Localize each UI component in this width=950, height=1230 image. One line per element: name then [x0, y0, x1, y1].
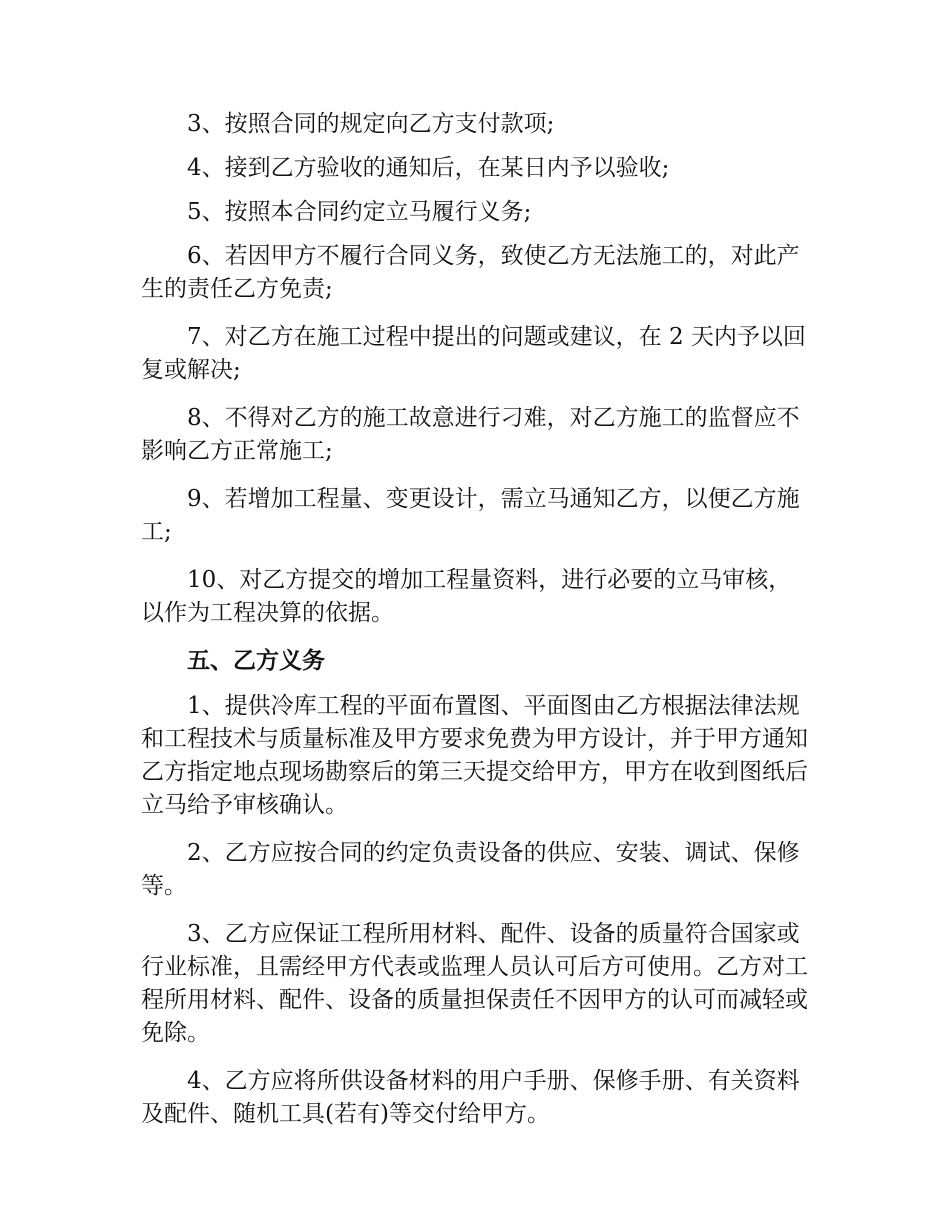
- clause-b-1: 1、提供冷库工程的平面布置图、平面图由乙方根据法律法规和工程技术与质量标准及甲方要求免费为甲方设计，并于甲方通知乙方指定地点现场勘察后的第三天提交给甲方，甲方在收到图纸后立马给予审核确认。: [141, 693, 808, 818]
- clause-b-3: 3、乙方应保证工程所用材料、配件、设备的质量符合国家或行业标准，且需经甲方代表或监理人员认可后方可使用。乙方对工程所用材料、配件、设备的质量担保责任不因甲方的认可而减轻或免除。: [141, 921, 808, 1046]
- clause-a-3: 3、按照合同的规定向乙方支付款项;: [187, 111, 555, 137]
- clause-a-6: 6、若因甲方不履行合同义务，致使乙方无法施工的，对此产生的责任乙方免责;: [141, 243, 800, 302]
- clause-a-4: 4、接到乙方验收的通知后，在某日内予以验收;: [187, 155, 670, 181]
- clause-a-10: 10、对乙方提交的增加工程量资料，进行必要的立马审核，以作为工程决算的依据。: [141, 567, 792, 626]
- clause-b-2: 2、乙方应按合同的约定负责设备的供应、安装、调试、保修等。: [141, 840, 800, 899]
- clause-a-5: 5、按照本合同约定立马履行义务;: [187, 199, 532, 225]
- clause-a-7: 7、对乙方在施工过程中提出的问题或建议，在 2 天内予以回复或解决;: [141, 324, 806, 383]
- document-body: [141, 108, 811, 1146]
- section-heading: 五、乙方义务: [187, 648, 325, 674]
- clause-b-4: 4、乙方应将所供设备材料的用户手册、保修手册、有关资料及配件、随机工具(若有)等交付给甲方。: [141, 1068, 800, 1127]
- clause-a-8: 8、不得对乙方的施工故意进行刁难，对乙方施工的监督应不影响乙方正常施工;: [141, 405, 800, 464]
- clause-a-9: 9、若增加工程量、变更设计，需立马通知乙方，以便乙方施工;: [141, 486, 800, 545]
